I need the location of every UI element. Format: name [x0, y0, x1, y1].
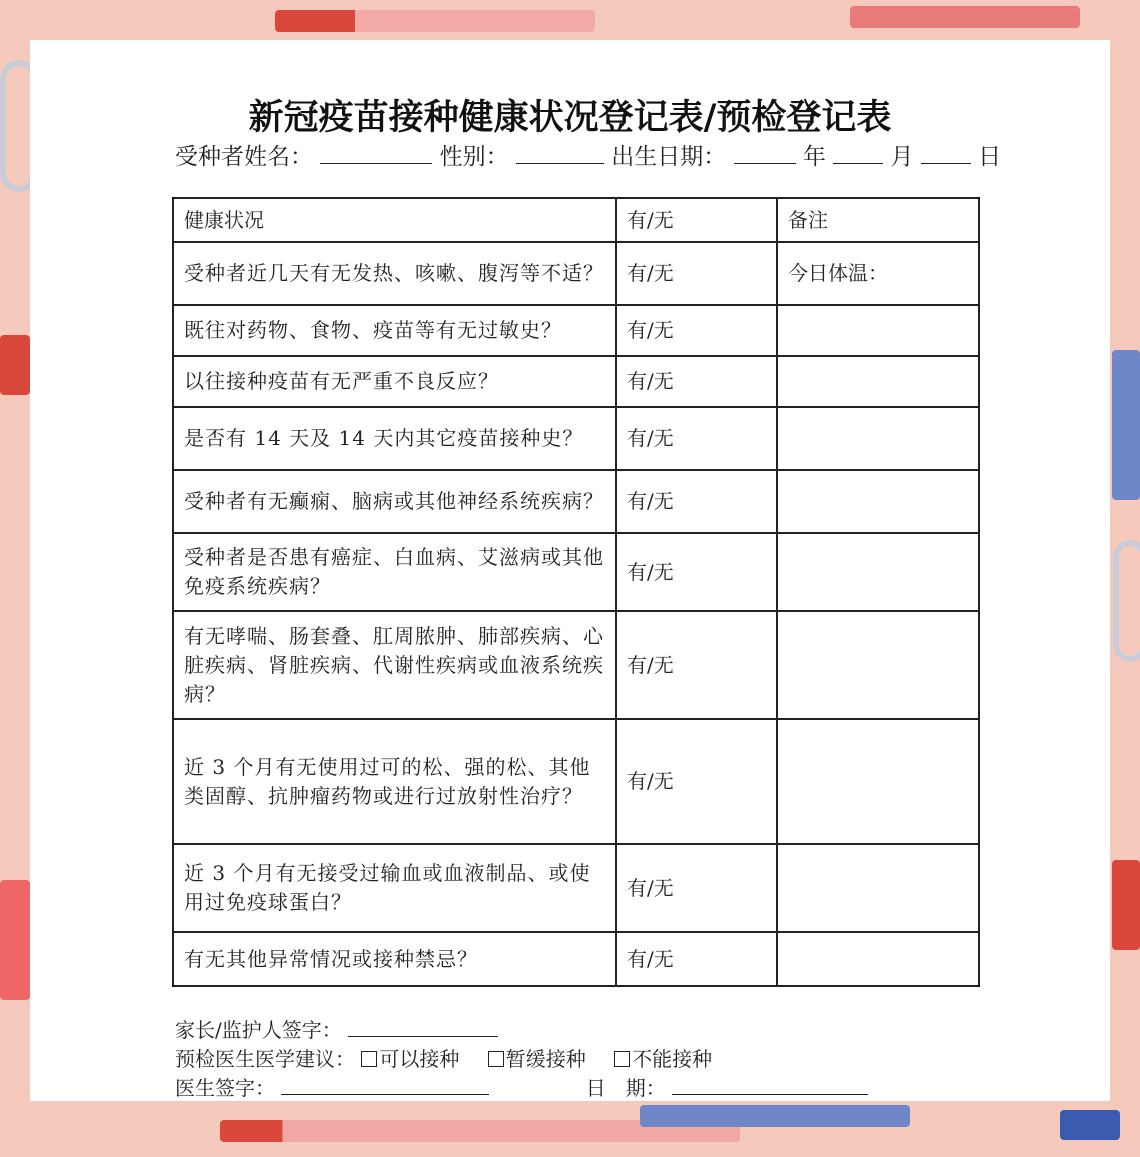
option-postpone-vaccination[interactable]: 暂缓接种	[488, 1047, 586, 1071]
table-row	[173, 844, 979, 932]
pencil-decoration	[640, 1105, 910, 1127]
option-can-vaccinate[interactable]: 可以接种	[361, 1047, 459, 1071]
table-row	[173, 533, 979, 611]
question-cell: 受种者近几天有无发热、咳嗽、腹泻等不适？	[173, 242, 616, 305]
name-field[interactable]	[320, 143, 432, 164]
question-cell: 有无哮喘、肠套叠、肛周脓肿、肺部疾病、心脏疾病、肾脏疾病、代谢性疾病或血液系统疾病？	[173, 611, 616, 719]
header-remarks: 备注	[777, 198, 979, 242]
note-cell[interactable]	[777, 470, 979, 533]
question-cell: 以往接种疫苗有无严重不良反应？	[173, 356, 616, 407]
pencil-decoration	[0, 880, 30, 1000]
pencil-decoration	[1112, 860, 1140, 950]
note-cell[interactable]	[777, 844, 979, 932]
gender-label: 性别：	[439, 144, 509, 170]
note-cell[interactable]	[777, 611, 979, 719]
question-cell: 既往对药物、食物、疫苗等有无过敏史？	[173, 305, 616, 356]
guardian-signature-field[interactable]	[348, 1018, 498, 1037]
guardian-signature-label: 家长/监护人签字：	[175, 1018, 342, 1042]
question-cell: 受种者有无癫痫、脑病或其他神经系统疾病？	[173, 470, 616, 533]
checkbox-icon[interactable]	[614, 1051, 630, 1067]
table-row	[173, 356, 979, 407]
question-cell: 有无其他异常情况或接种禁忌？	[173, 932, 616, 986]
answer-cell[interactable]: 有/无	[616, 719, 777, 844]
answer-cell[interactable]: 有/无	[616, 844, 777, 932]
gender-field[interactable]	[516, 143, 604, 164]
header-yes-no: 有/无	[616, 198, 777, 242]
question-cell: 近 3 个月有无接受过输血或血液制品、或使用过免疫球蛋白？	[173, 844, 616, 932]
table-row	[173, 470, 979, 533]
pencil-decoration	[1112, 350, 1140, 500]
question-cell: 是否有 14 天及 14 天内其它疫苗接种史？	[173, 407, 616, 470]
table-row	[173, 407, 979, 470]
answer-cell[interactable]: 有/无	[616, 533, 777, 611]
note-cell[interactable]	[777, 407, 979, 470]
table-header-row	[173, 198, 979, 242]
table-row	[173, 611, 979, 719]
checkbox-icon[interactable]	[361, 1051, 377, 1067]
recipient-info-line	[175, 138, 1001, 171]
checkbox-icon[interactable]	[488, 1051, 504, 1067]
answer-cell[interactable]: 有/无	[616, 407, 777, 470]
pencil-decoration	[1060, 1110, 1120, 1140]
note-cell[interactable]	[777, 356, 979, 407]
answer-cell[interactable]: 有/无	[616, 611, 777, 719]
answer-cell[interactable]: 有/无	[616, 305, 777, 356]
answer-cell[interactable]: 有/无	[616, 932, 777, 986]
birth-year-field[interactable]	[734, 143, 796, 164]
table-row	[173, 242, 979, 305]
date-label: 日 期：	[585, 1076, 666, 1100]
month-label: 月	[890, 144, 914, 170]
pencil-decoration	[275, 10, 595, 32]
guardian-signature-line	[175, 1014, 498, 1043]
day-label: 日	[978, 144, 1002, 170]
health-status-table	[172, 197, 980, 987]
option-cannot-vaccinate[interactable]: 不能接种	[614, 1047, 712, 1071]
note-cell[interactable]	[777, 719, 979, 844]
answer-cell[interactable]: 有/无	[616, 242, 777, 305]
note-cell[interactable]	[777, 932, 979, 986]
year-label: 年	[802, 144, 826, 170]
pencil-decoration	[0, 335, 30, 395]
note-cell[interactable]	[777, 533, 979, 611]
birth-month-field[interactable]	[833, 143, 883, 164]
table-row	[173, 719, 979, 844]
doctor-signature-label: 医生签字：	[175, 1076, 275, 1100]
question-cell: 近 3 个月有无使用过可的松、强的松、其他类固醇、抗肿瘤药物或进行过放射性治疗？	[173, 719, 616, 844]
doctor-signature-field[interactable]	[281, 1076, 489, 1095]
table-row	[173, 305, 979, 356]
name-label: 受种者姓名：	[175, 144, 313, 170]
answer-cell[interactable]: 有/无	[616, 470, 777, 533]
answer-cell[interactable]: 有/无	[616, 356, 777, 407]
question-cell: 受种者是否患有癌症、白血病、艾滋病或其他免疫系统疾病？	[173, 533, 616, 611]
form-title: 新冠疫苗接种健康状况登记表/预检登记表	[248, 98, 892, 138]
birth-date-label: 出生日期：	[611, 144, 727, 170]
date-field[interactable]	[672, 1076, 868, 1095]
header-health-status: 健康状况	[173, 198, 616, 242]
paperclip-decoration	[1113, 540, 1140, 662]
pencil-decoration	[850, 6, 1080, 28]
note-cell[interactable]	[777, 305, 979, 356]
doctor-signature-line	[175, 1072, 868, 1101]
birth-day-field[interactable]	[921, 143, 971, 164]
form-sheet	[30, 40, 1110, 1101]
medical-advice-label: 预检医生医学建议：	[175, 1047, 355, 1071]
note-cell[interactable]: 今日体温：	[777, 242, 979, 305]
table-row	[173, 932, 979, 986]
medical-advice-line	[175, 1043, 712, 1072]
